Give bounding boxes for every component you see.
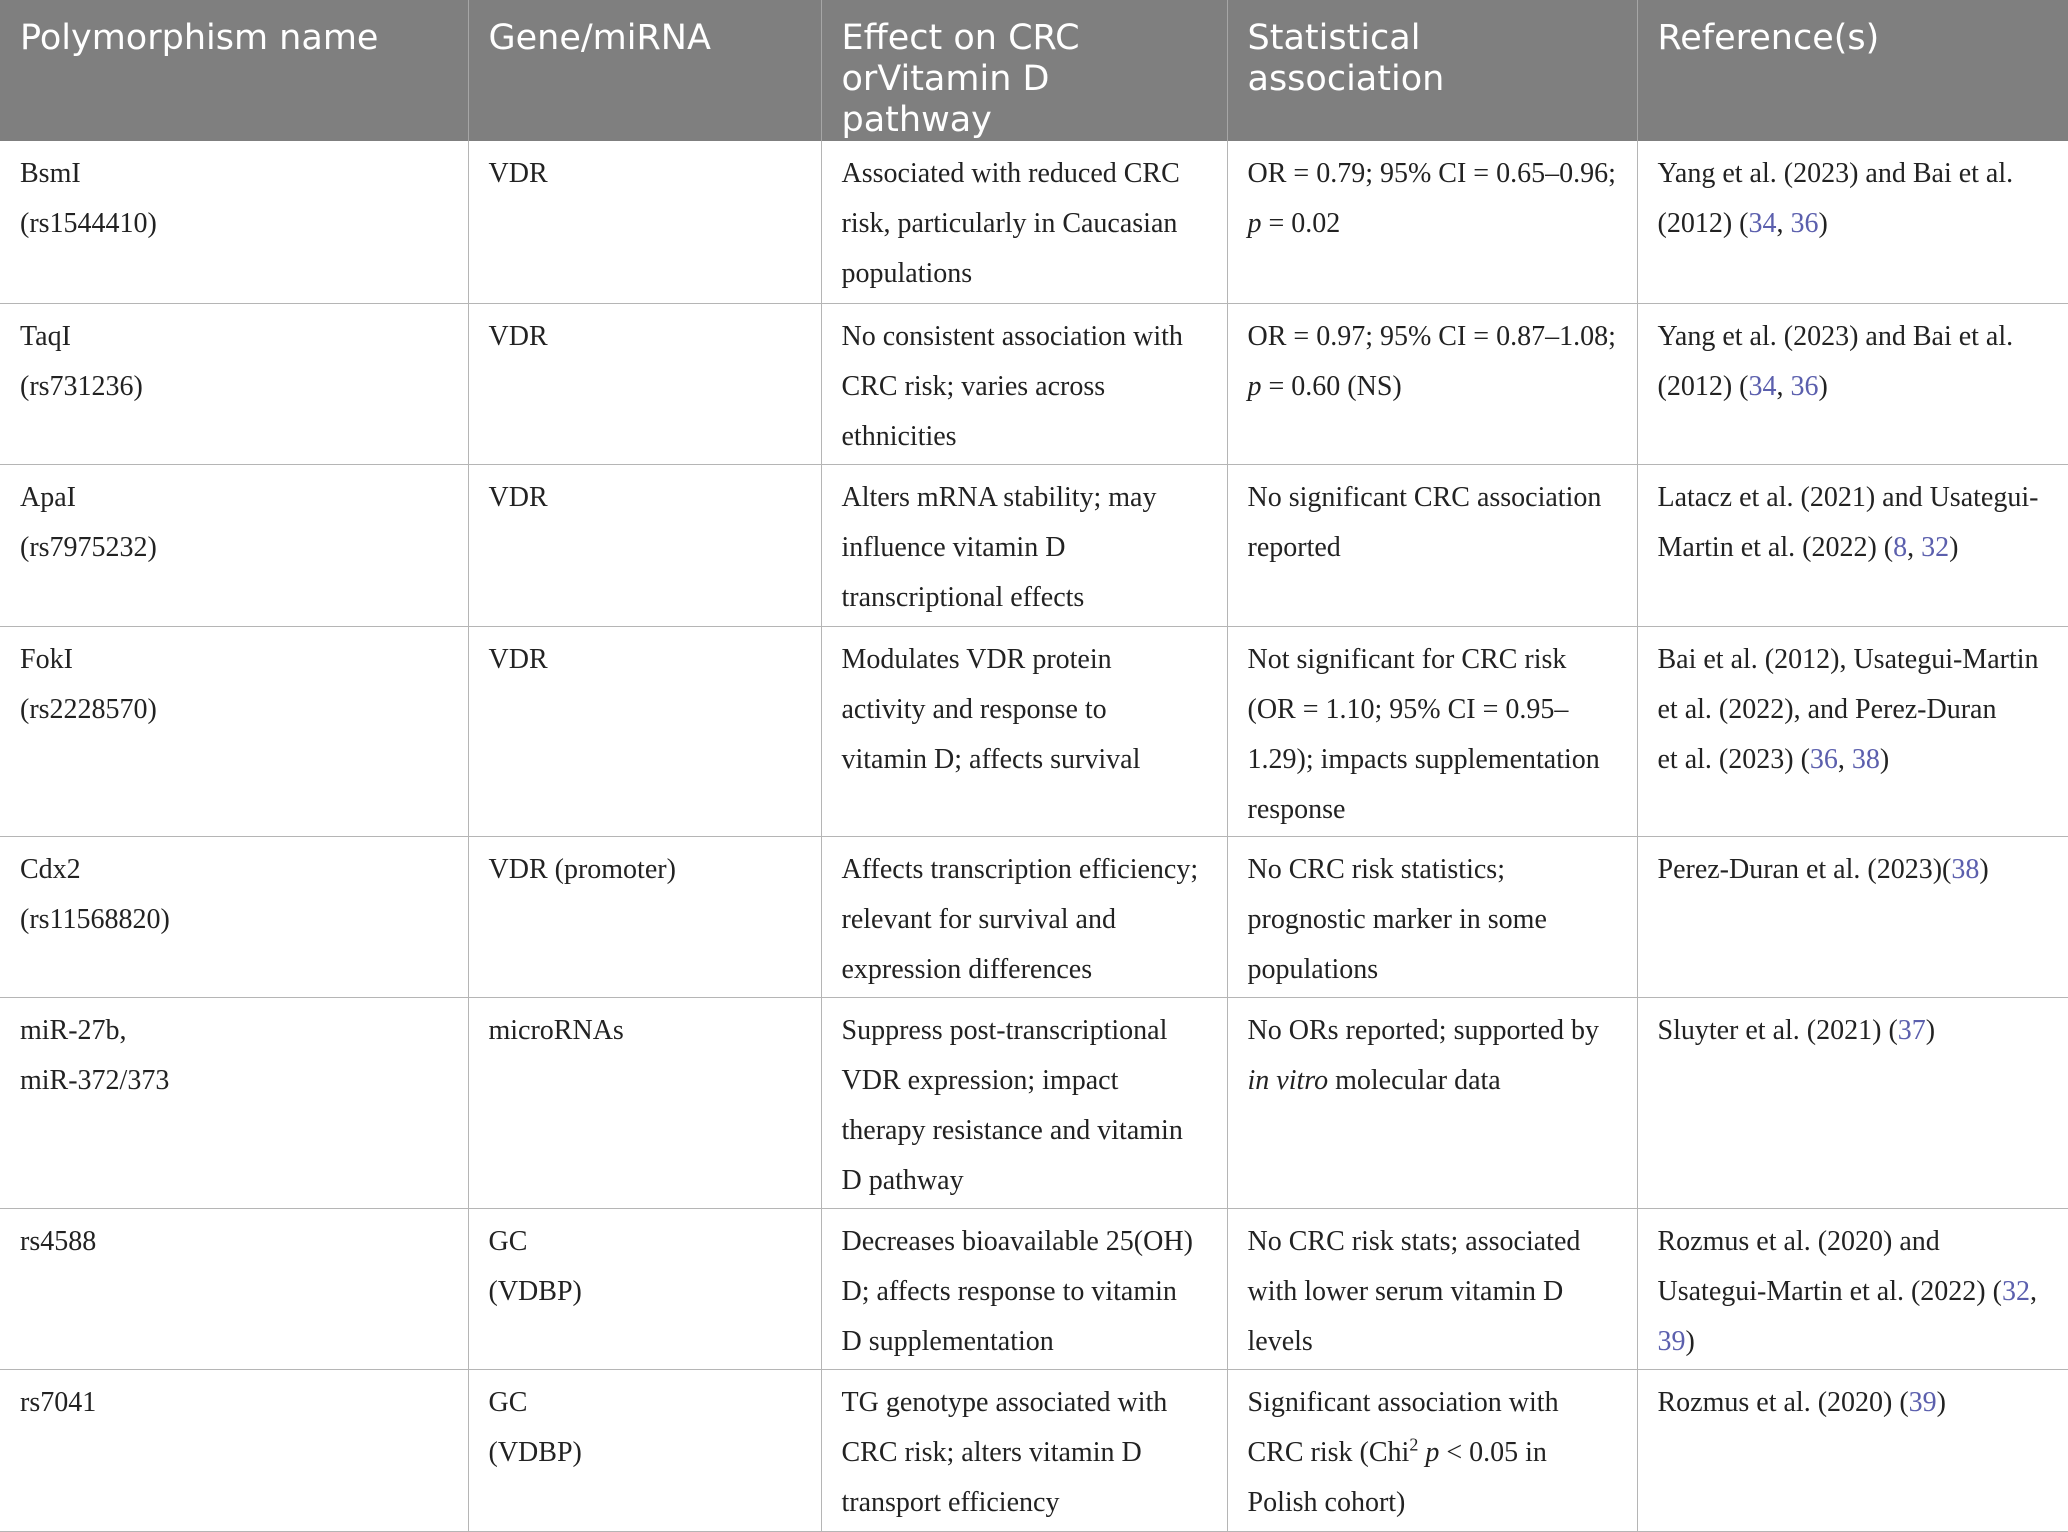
ref-line: Rozmus et al. (2020) and <box>1657 1225 1940 1257</box>
stat-line: No CRC risk stats; associated <box>1247 1225 1581 1257</box>
cell-polymorphism-name <box>0 626 468 836</box>
cell-gene <box>468 141 821 303</box>
cell-polymorphism-name <box>0 836 468 997</box>
effect-line: D pathway <box>841 1164 964 1196</box>
gene-line: (VDBP) <box>488 1275 582 1307</box>
effect-line: ethnicities <box>841 420 957 452</box>
p-symbol: p <box>1425 1436 1440 1468</box>
stat-text: molecular data <box>1328 1064 1501 1096</box>
ref-text: ) <box>1879 743 1890 775</box>
ref-line: et al. (2022), and Perez-Duran <box>1657 693 1997 725</box>
name-line: miR-27b, <box>20 1014 127 1046</box>
ref-text: (2012) ( <box>1657 208 1749 239</box>
stat-line: prognostic marker in some <box>1247 903 1547 935</box>
stat-line: OR = 0.79; 95% CI = 0.65–0.96; <box>1247 158 1616 189</box>
effect-line: No consistent association with <box>841 320 1183 352</box>
ref-text: ) <box>1818 208 1828 239</box>
name-line: Cdx2 <box>20 853 81 885</box>
stat-line <box>1248 199 1623 249</box>
ref-text: et al. (2023) ( <box>1657 743 1810 775</box>
stat-text: = 0.60 (NS) <box>1261 370 1402 402</box>
cell-statistics <box>1227 141 1637 303</box>
cell-references <box>1637 836 2068 997</box>
effect-line: CRC risk; varies across <box>841 370 1106 402</box>
ref-text: Martin et al. (2022) ( <box>1657 531 1894 563</box>
name-line: (rs11568820) <box>20 903 170 935</box>
header-polymorphism-name: Polymorphism name <box>0 0 468 141</box>
gene-line: VDR (promoter) <box>488 853 676 885</box>
cell-statistics <box>1227 1208 1637 1369</box>
stat-line: No significant CRC association <box>1247 481 1602 513</box>
effect-line: expression differences <box>841 953 1093 985</box>
cell-references <box>1637 1369 2068 1531</box>
stat-text: < 0.05 in <box>1439 1436 1547 1468</box>
citation-link[interactable]: 39 <box>1908 1386 1937 1418</box>
table-row <box>0 836 2068 997</box>
table-row <box>0 997 2068 1208</box>
effect-line: populations <box>841 258 973 289</box>
effect-line: TG genotype associated with <box>841 1386 1168 1418</box>
effect-line: relevant for survival and <box>841 903 1116 935</box>
effect-line: influence vitamin D <box>841 531 1066 563</box>
gene-line: VDR <box>488 643 548 675</box>
cell-gene <box>468 464 821 626</box>
effect-line: transcriptional effects <box>841 581 1085 613</box>
gene-line: GC <box>488 1225 528 1257</box>
cell-statistics <box>1227 464 1637 626</box>
header-statistical-association: Statistical association <box>1227 0 1637 141</box>
header-row <box>0 0 2068 141</box>
stat-text: CRC risk (Chi <box>1247 1436 1410 1468</box>
citation-link[interactable]: 38 <box>1851 743 1880 775</box>
stat-line <box>1248 362 1623 412</box>
header-effect-line2: Vitamin D pathway <box>841 59 1050 140</box>
ref-line <box>1658 1006 2055 1056</box>
cell-statistics <box>1227 997 1637 1208</box>
ref-text: ) <box>1925 1014 1936 1046</box>
ref-text: ) <box>1979 853 1989 885</box>
stat-line: 1.29); impacts supplementation <box>1247 743 1600 775</box>
cell-polymorphism-name <box>0 303 468 464</box>
cell-gene <box>468 836 821 997</box>
table-row <box>0 1369 2068 1531</box>
ref-text: Usategui-Martin et al. (2022) ( <box>1657 1275 2002 1307</box>
ref-text: ) <box>1685 1325 1695 1357</box>
table-row <box>0 464 2068 626</box>
gene-line: (VDBP) <box>488 1436 582 1468</box>
effect-line: Suppress post-transcriptional <box>841 1014 1168 1046</box>
effect-line: VDR expression; impact <box>841 1064 1119 1096</box>
name-line: FokI <box>20 643 73 675</box>
citation-link[interactable]: 36 <box>1790 370 1819 402</box>
table-row <box>0 626 2068 836</box>
cell-effect <box>821 1208 1227 1369</box>
table-row <box>0 1208 2068 1369</box>
effect-line: D supplementation <box>841 1325 1054 1357</box>
citation-link[interactable]: 8 <box>1893 531 1908 563</box>
citation-link[interactable]: 36 <box>1790 208 1819 239</box>
cell-effect <box>821 303 1227 464</box>
citation-link[interactable]: 36 <box>1809 743 1838 775</box>
stat-text: = 0.02 <box>1261 208 1341 239</box>
cell-effect <box>821 141 1227 303</box>
effect-line: risk, particularly in Caucasian <box>841 208 1178 239</box>
ref-text: Rozmus et al. (2020) ( <box>1657 1386 1909 1418</box>
header-gene-mirna: Gene/miRNA <box>468 0 821 141</box>
name-line: ApaI <box>20 481 76 513</box>
ref-text: (2012) ( <box>1657 370 1749 402</box>
ref-line <box>1658 362 2055 412</box>
name-line: TaqI <box>20 320 71 352</box>
name-line: (rs7975232) <box>20 531 157 563</box>
ref-line <box>1658 735 2055 785</box>
gene-line: VDR <box>488 320 548 352</box>
gene-line: microRNAs <box>488 1014 624 1046</box>
ref-text: , <box>1837 743 1852 775</box>
citation-link[interactable]: 32 <box>1921 531 1950 563</box>
gene-line: GC <box>488 1386 528 1418</box>
table-row <box>0 303 2068 464</box>
cell-polymorphism-name <box>0 997 468 1208</box>
stat-line: with lower serum vitamin D <box>1247 1275 1564 1307</box>
cell-effect <box>821 626 1227 836</box>
cell-polymorphism-name <box>0 464 468 626</box>
ref-text: Sluyter et al. (2021) ( <box>1657 1014 1898 1046</box>
cell-references <box>1637 141 2068 303</box>
gene-line: VDR <box>488 481 548 513</box>
effect-line: activity and response to <box>841 693 1107 725</box>
ref-line <box>1658 199 2055 249</box>
cell-statistics <box>1227 1369 1637 1531</box>
stat-line <box>1248 1428 1623 1478</box>
cell-references <box>1637 997 2068 1208</box>
citation-link[interactable]: 32 <box>2001 1275 2030 1307</box>
name-line: BsmI <box>20 158 81 189</box>
cell-gene <box>468 997 821 1208</box>
citation-link[interactable]: 34 <box>1748 370 1777 402</box>
header-effect-line1: Effect on CRC or <box>841 18 1080 99</box>
effect-line: transport efficiency <box>841 1486 1060 1518</box>
cell-references <box>1637 464 2068 626</box>
p-symbol: p <box>1247 208 1262 239</box>
name-line: miR-372/373 <box>20 1064 170 1096</box>
cell-gene <box>468 626 821 836</box>
effect-line: D; affects response to vitamin <box>841 1275 1177 1307</box>
stat-line: populations <box>1247 953 1379 985</box>
superscript: 2 <box>1409 1434 1419 1455</box>
cell-gene <box>468 303 821 464</box>
effect-line: CRC risk; alters vitamin D <box>841 1436 1142 1468</box>
cell-references <box>1637 626 2068 836</box>
ref-text: ) <box>1949 531 1959 563</box>
ref-line <box>1658 1317 2055 1367</box>
effect-line: therapy resistance and vitamin <box>841 1114 1183 1146</box>
stat-italic: in vitro <box>1247 1064 1329 1096</box>
stat-line <box>1248 1056 1623 1106</box>
cell-statistics <box>1227 836 1637 997</box>
gene-line: VDR <box>488 158 548 189</box>
name-line: rs4588 <box>20 1225 97 1257</box>
citation-link[interactable]: 34 <box>1748 208 1777 239</box>
ref-line <box>1658 845 2055 895</box>
citation-link[interactable]: 37 <box>1897 1014 1926 1046</box>
ref-text: , <box>2029 1275 2037 1307</box>
ref-text: , <box>1776 208 1791 239</box>
name-line: rs7041 <box>20 1386 97 1418</box>
cell-polymorphism-name <box>0 1369 468 1531</box>
ref-line: Latacz et al. (2021) and Usategui- <box>1657 481 2039 513</box>
cell-gene <box>468 1208 821 1369</box>
ref-text: ) <box>1936 1386 1946 1418</box>
citation-link[interactable]: 38 <box>1951 853 1980 885</box>
stat-line: Significant association with <box>1247 1386 1559 1418</box>
ref-text: , <box>1776 370 1791 402</box>
effect-line: Affects transcription efficiency; <box>841 853 1199 885</box>
stat-line: response <box>1247 793 1346 825</box>
effect-line: vitamin D; affects survival <box>841 743 1141 775</box>
stat-line: Not significant for CRC risk <box>1247 643 1567 675</box>
effect-line: Decreases bioavailable 25(OH) <box>841 1225 1193 1257</box>
cell-effect <box>821 997 1227 1208</box>
cell-polymorphism-name <box>0 1208 468 1369</box>
cell-references <box>1637 1208 2068 1369</box>
effect-line: Alters mRNA stability; may <box>841 481 1157 513</box>
cell-polymorphism-name <box>0 141 468 303</box>
ref-line <box>1658 523 2055 573</box>
ref-line: Yang et al. (2023) and Bai et al. <box>1657 320 2014 352</box>
cell-effect <box>821 1369 1227 1531</box>
stat-line: Polish cohort) <box>1247 1486 1406 1518</box>
stat-line: reported <box>1247 531 1341 563</box>
ref-line: Yang et al. (2023) and Bai et al. <box>1657 158 2014 189</box>
ref-line: Bai et al. (2012), Usategui-Martin <box>1657 643 2039 675</box>
ref-text: ) <box>1818 370 1828 402</box>
table-row <box>0 141 2068 303</box>
cell-effect <box>821 836 1227 997</box>
effect-line: Modulates VDR protein <box>841 643 1112 675</box>
stat-line: No ORs reported; supported by <box>1247 1014 1600 1046</box>
cell-effect <box>821 464 1227 626</box>
ref-text: Perez-Duran et al. (2023)( <box>1657 853 1952 885</box>
ref-line <box>1658 1378 2055 1428</box>
stat-line: levels <box>1247 1325 1313 1357</box>
header-effect <box>821 0 1227 141</box>
cell-references <box>1637 303 2068 464</box>
header-references: Reference(s) <box>1637 0 2068 141</box>
stat-line: No CRC risk statistics; <box>1247 853 1505 885</box>
p-symbol: p <box>1247 370 1262 402</box>
cell-statistics <box>1227 626 1637 836</box>
citation-link[interactable]: 39 <box>1657 1325 1686 1357</box>
stat-line: (OR = 1.10; 95% CI = 0.95– <box>1247 693 1569 725</box>
cell-statistics <box>1227 303 1637 464</box>
name-line: (rs731236) <box>20 370 143 402</box>
ref-line <box>1658 1267 2055 1317</box>
name-line: (rs2228570) <box>20 693 157 725</box>
name-line: (rs1544410) <box>20 208 157 239</box>
stat-line: OR = 0.97; 95% CI = 0.87–1.08; <box>1247 320 1616 352</box>
effect-line: Associated with reduced CRC <box>841 158 1180 189</box>
ref-text: , <box>1907 531 1922 563</box>
cell-gene <box>468 1369 821 1531</box>
